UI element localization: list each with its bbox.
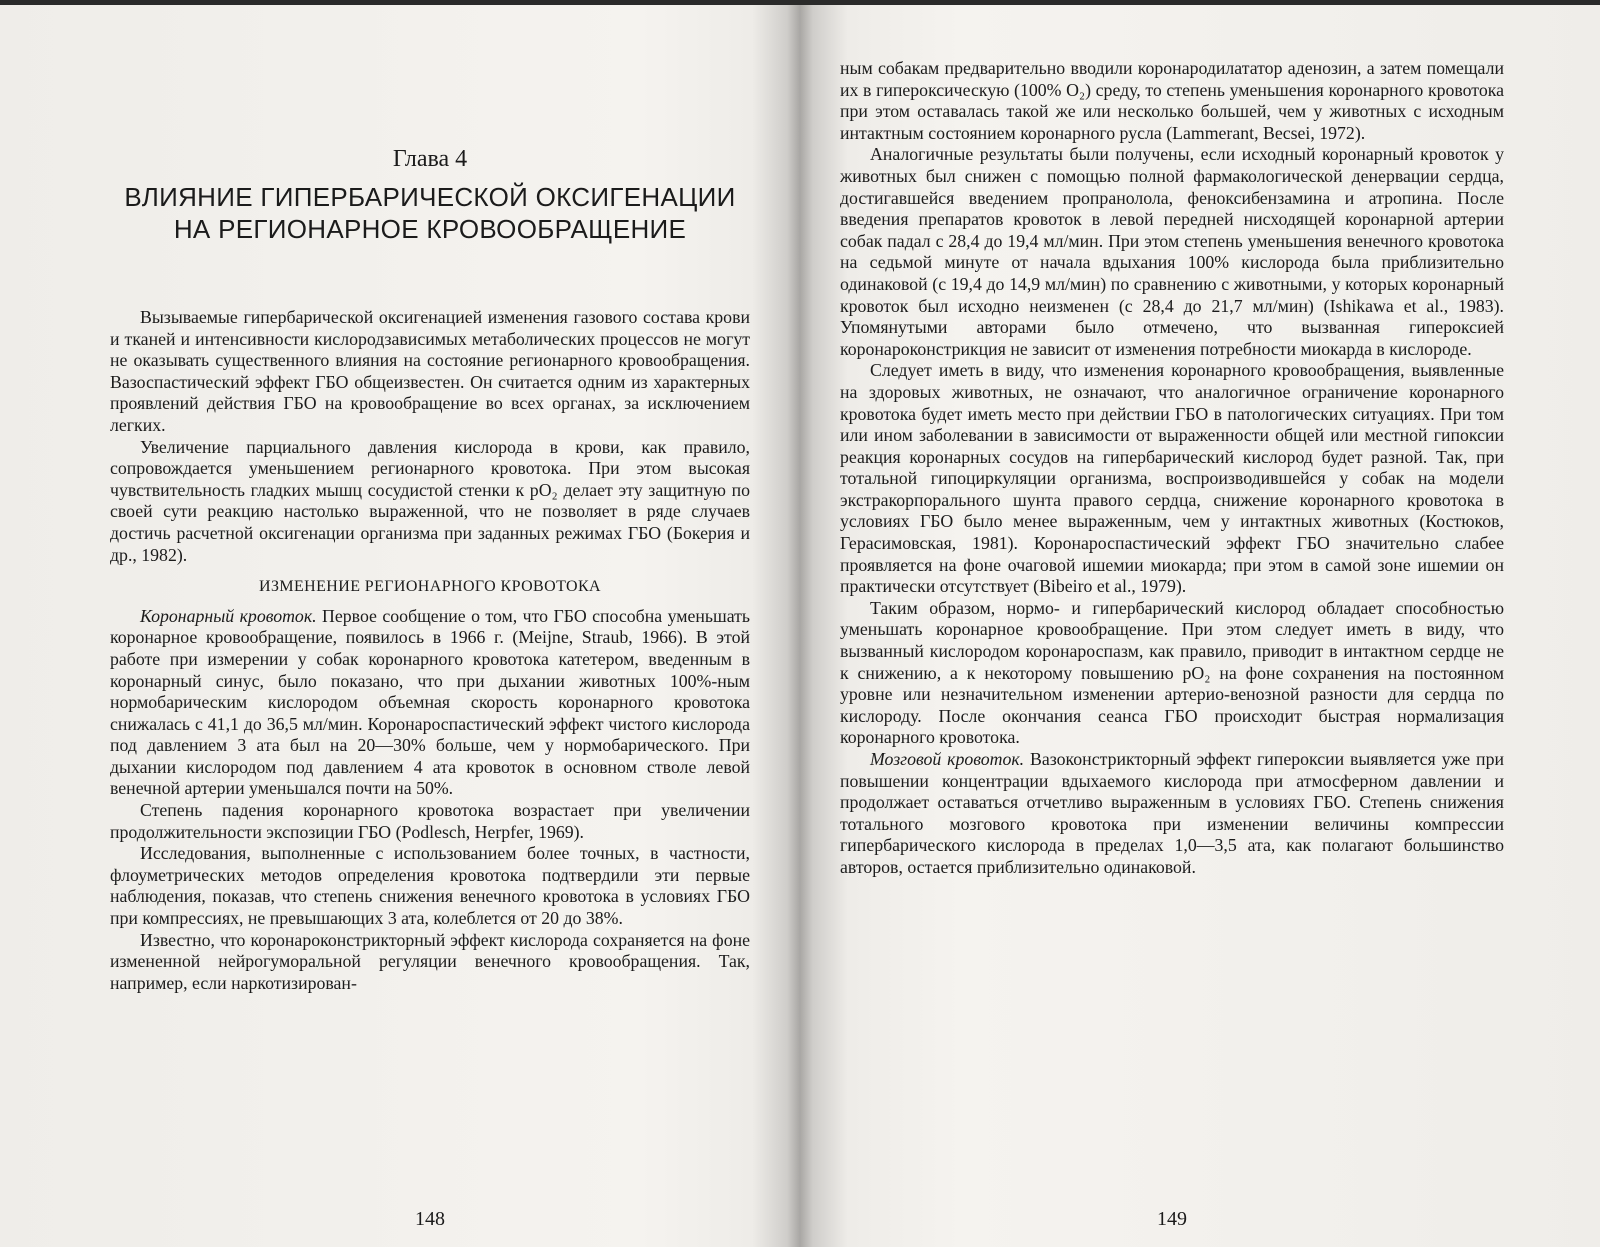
chapter-title-line2: НА РЕГИОНАРНОЕ КРОВООБРАЩЕНИЕ: [173, 214, 687, 244]
right-paragraph-1: ным собакам предварительно вводили коронародилататор аденозин, а затем помещали их в гипероксическую (100% O₂) среду, то степень уменьшения коронарного кровотока при этом оставалась такой же или несколько большей, чем у животных с исходным интактным состоянием коронарного русла (Lammerant, Becsei, 1972).: [840, 58, 1504, 143]
chapter-label: Глава 4: [392, 146, 468, 172]
right-paragraph-4: Таким образом, нормо- и гипербарический кислород обладает способностью уменьшать коронарное кровообращение. При этом следует иметь в виду, что вызванный кислородом коронароспазм, как правило, приводит в интактном сердце не к снижению, а к некоторому повышению pO₂ на фоне сохранения на постоянном уровне или незначительном изменении артерио-венозной разности для сердца по кислороду. После окончания сеанса ГБО происходит быстрая нормализация коронарного кровотока.: [840, 597, 1504, 748]
runin-heading-cerebral: Мозговой кровоток.: [870, 749, 1025, 769]
left-paragraph-3-text: Первое сообщение о том, что ГБО способна уменьшать коронарное кровообращение, появилось в 1966 г. (Meijne, Straub, 1966). В этой работе при измерении у собак коронарного кровотока катетером, введенным в коронарный синус, было показано, что при дыхании животных 100%-ным нормобарическим кислородом объемная скорость коронарного кровотока снижалась с 41,1 до 36,5 мл/мин. Коронароспастический эффект чистого кислорода под давлением 3 ата был на 20—30% больше, чем у нормобарического. При дыхании кислородом под давлением 4 ата кровоток в основном стволе левой венечной артерии уменьшался почти на 50%.: [110, 605, 751, 799]
right-paragraph-3: Следует иметь в виду, что изменения коронарного кровообращения, выявленные на здоровых животных, не означают, что аналогичное ограничение коронарного кровотока будет иметь место при действии ГБО в патологических ситуациях. При том или ином заболевании в зависимости от выраженности общей или местной гипоксии реакция коронарных сосудов на гипербарический кислород будет разной. Так, при тотальной гипоциркуляции организма, воспроизводившейся у собак на модели экстракорпорального шунта правого сердца, снижение коронарного кровотока в условиях ГБО было менее выраженным, чем у интактных животных (Костюков, Герасимовская, 1981). Коронароспастический эффект ГБО значительно слабее проявляется на фоне очаговой ишемии миокарда; при этом в самой зоне ишемии он практически отсутствует (Bibeiro et al., 1979).: [840, 360, 1504, 597]
left-paragraph-2: Увеличение парциального давления кислорода в крови, как правило, сопровождается уменьшением регионарного кровотока. При этом высокая чувствительность гладких мышц сосудистой стенки к pO₂ делает эту защитную по своей сути реакцию настолько выраженной, что не позволяет в ряде случаев достичь расчетной оксигенации организма при заданных режимах ГБО (Бокерия и др., 1982).: [110, 436, 750, 565]
right-paragraph-5: [840, 749, 1504, 879]
runin-heading-coronary: Коронарный кровоток.: [140, 605, 317, 626]
right-paragraph-5-text: Вазоконстрикторный эффект гипероксии выявляется уже при повышении концентрации вдыхаемого кислорода при атмосферном давлении и продолжает оставаться отчетливо выраженным в условиях ГБО. Степень снижения тотального мозгового кровотока при изменении величины компрессии гипербарического кислорода в пределах 1,0—3,5 ата, как полагают большинство авторов, остается приблизительно одинаковой.: [840, 749, 1504, 877]
section-heading: ИЗМЕНЕНИЕ РЕГИОНАРНОГО КРОВОТОКА: [258, 578, 602, 596]
left-paragraph-6: Известно, что коронароконстрикторный эффект кислорода сохраняется на фоне измененной нейрогуморальной регуляции венечного кровообращения. Так, например, если наркотизирован-: [110, 929, 750, 993]
left-paragraph-1: Вызываемые гипербарической оксигенацией изменения газового состава крови и тканей и интенсивности кислородзависимых метаболических процессов не могут не оказывать существенного влияния на состояние регионарного кровообращения. Вазоспастический эффект ГБО общеизвестен. Он считается одним из характерных проявлений действия ГБО на кровообращение во всех органах, за исключением легких.: [110, 307, 750, 435]
chapter-title-line1: ВЛИЯНИЕ ГИПЕРБАРИЧЕСКОЙ ОКСИГЕНАЦИИ: [124, 182, 736, 212]
left-paragraph-4: Степень падения коронарного кровотока возрастает при увеличении продолжительности экспозиции ГБО (Podlesch, Herpfer, 1969).: [110, 800, 750, 842]
left-paragraph-3: [110, 606, 750, 800]
chapter-title: [110, 181, 750, 245]
right-page: [840, 58, 1504, 1230]
left-page: [110, 58, 751, 1230]
left-paragraph-5: Исследования, выполненные с использованием более точных, в частности, флоуметрических методов определения кровотока подтвердили эти первые наблюдения, показав, что степень снижения венечного кровотока в условиях ГБО при компрессиях, не превышающих 3 ата, колеблется от 20 до 38%.: [110, 843, 750, 929]
page-number-right: 149: [1157, 1208, 1187, 1230]
page-number-left: 148: [415, 1208, 445, 1230]
right-paragraph-2: Аналогичные результаты были получены, если исходный коронарный кровоток у животных был снижен с помощью полной фармакологической денервации сердца, достигавшейся введением пропранолола, феноксибензамина и атропина. После введения препаратов кровоток в левой передней нисходящей коронарной артерии собак падал с 28,4 до 19,4 мл/мин. При этом степень уменьшения венечного кровотока на седьмой минуте от начала вдыхания 100% кислорода была приблизительно одинаковой (с 19,4 до 14,9 мл/мин) по сравнению с животными, у которых коронарный кровоток был исходно неизменен (с 28,4 до 21,7 мл/мин) (Ishikawa et al., 1983). Упомянутыми авторами было отмечено, что вызванная гипероксией коронароконстрикция не зависит от изменения потребности миокарда в кислороде.: [840, 144, 1504, 359]
scan-top-edge: [0, 0, 1600, 5]
